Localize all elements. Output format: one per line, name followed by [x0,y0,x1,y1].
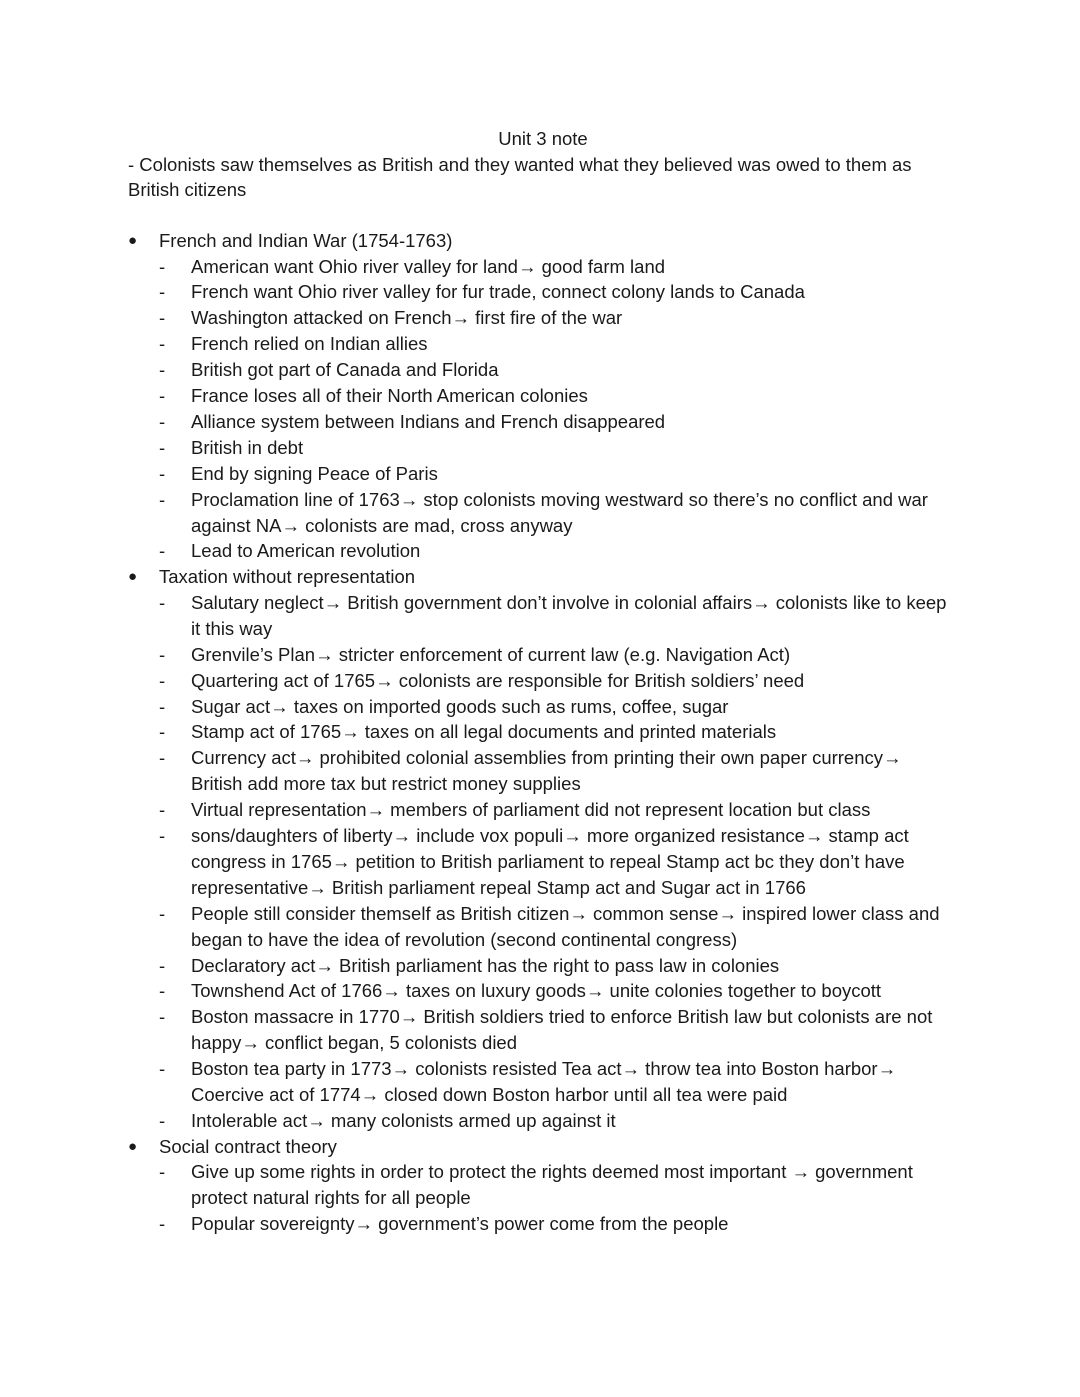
sub-item-text: Stamp act of 1765→ taxes on all legal documents and printed materials [191,721,777,743]
sub-item [159,383,958,409]
bullet-icon: ● [128,568,138,586]
sub-item [159,279,958,305]
sub-item-text: Washington attacked on French→ first fire of the war [191,307,623,329]
sub-item [159,1056,958,1108]
sub-item [159,797,958,823]
sub-item-text: British in debt [191,436,304,458]
sub-item [159,668,958,694]
sub-item [159,642,958,668]
sub-item-list [159,254,958,565]
sub-item-text: Intolerable act→ many colonists armed up against it [191,1110,616,1131]
sub-item-text: Popular sovereignty→ government’s power come from the people [191,1213,729,1235]
sub-item-text: Give up some rights in order to protect the rights deemed most important → government protect natural rights for all people [191,1161,913,1209]
dash-icon: - [159,1161,166,1183]
dash-icon: - [159,980,166,1002]
dash-icon: - [159,333,166,355]
dash-icon: - [159,488,166,510]
sub-item-text: Sugar act→ taxes on imported goods such as rums, coffee, sugar [191,695,729,717]
sub-item-text: Grenvile’s Plan→ stricter enforcement of current law (e.g. Navigation Act) [191,643,791,665]
sub-item [159,435,958,461]
sub-item [159,953,958,979]
sub-item-text: British got part of Canada and Florida [191,359,499,381]
dash-icon: - [159,721,166,743]
sub-item [159,1108,958,1134]
dash-icon: - [159,902,166,924]
sub-item [159,1004,958,1056]
sub-item-text: Townshend Act of 1766→ taxes on luxury goods→ unite colonies together to boycott [191,980,882,1002]
dash-icon: - [159,1058,166,1080]
sub-item [159,694,958,720]
sub-item-list [159,1159,958,1237]
dash-icon: - [159,643,166,665]
sub-item-text: Proclamation line of 1763→ stop colonists moving westward so there’s no conflict and war against NA→ colonists are mad, cross anyway [191,488,928,536]
sub-item-text: Currency act→ prohibited colonial assemblies from printing their own paper currency→ British add more tax but restrict money supplies [191,747,902,795]
dash-icon: - [159,669,166,691]
section-heading: French and Indian War (1754-1763) [159,230,453,251]
sub-item [159,409,958,435]
dash-icon: - [159,462,166,484]
bullet-icon: ● [128,232,138,249]
sub-item [159,538,958,564]
dash-icon: - [159,1213,166,1235]
sub-item [159,1211,958,1237]
sub-item-text: People still consider themself as British citizen→ common sense→ inspired lower class and began to have the idea of revolution (second continental congress) [191,902,940,950]
sub-item-text: Declaratory act→ British parliament has the right to pass law in colonies [191,954,780,976]
sub-item [159,1159,958,1211]
document-page [128,126,958,1237]
sub-item [159,357,958,383]
sub-item [159,719,958,745]
dash-icon: - [159,436,166,458]
intro-paragraph: - Colonists saw themselves as British and they wanted what they believed was owed to them as British citizens [128,153,912,200]
dash-icon: - [159,825,166,847]
dash-icon: - [159,799,166,821]
dash-icon: - [159,540,166,562]
sub-item-text: American want Ohio river valley for land→ good farm land [191,255,666,277]
dash-icon: - [159,1006,166,1028]
sub-item-text: Lead to American revolution [191,540,421,562]
sub-item [159,254,958,280]
dash-icon: - [159,359,166,381]
dash-icon: - [159,255,166,277]
sub-item [159,823,958,901]
sub-item-text: Boston tea party in 1773→ colonists resisted Tea act→ throw tea into Boston harbor→ Coercive act of 1774→ closed down Boston harbor until all tea were paid [191,1058,897,1106]
dash-icon: - [159,281,166,303]
sub-item [159,590,958,642]
sub-item-text: French want Ohio river valley for fur trade, connect colony lands to Canada [191,281,805,303]
sub-item [159,745,958,797]
section-heading: Social contract theory [159,1135,337,1157]
sub-item-text: Boston massacre in 1770→ British soldiers tried to enforce British law but colonists are not happy→ conflict began, 5 colonists died [191,1006,933,1054]
section-item [128,564,958,1134]
dash-icon: - [159,1110,166,1131]
sub-item [159,901,958,953]
sub-item-text: Virtual representation→ members of parliament did not represent location but class [191,799,871,821]
dash-icon: - [159,954,166,976]
sub-item [159,978,958,1004]
sub-item-text: France loses all of their North American colonies [191,385,588,407]
sub-item-text: French relied on Indian allies [191,333,428,355]
blank-line [128,203,958,229]
bullet-icon: ● [128,1137,138,1155]
sub-item-text: sons/daughters of liberty→ include vox populi→ more organized resistance→ stamp act congress in 1765→ petition to British parliament to repeal Stamp act bc they don’t have representative→ British parliament repeal Stamp act and Sugar act in 1766 [191,825,909,898]
page-title: Unit 3 note [498,128,588,149]
sub-item-text: Salutary neglect→ British government don’t involve in colonial affairs→ colonists like to keep it this way [191,591,947,639]
section-heading: Taxation without representation [159,566,416,588]
dash-icon: - [159,307,166,329]
section-item [128,228,958,564]
sub-item-list [159,590,958,1134]
sub-item [159,461,958,487]
dash-icon: - [159,695,166,717]
section-list [128,228,958,1237]
sub-item [159,331,958,357]
dash-icon: - [159,410,166,432]
dash-icon: - [159,747,166,769]
sub-item-text: Quartering act of 1765→ colonists are responsible for British soldiers’ need [191,669,805,691]
sub-item-text: End by signing Peace of Paris [191,462,438,484]
dash-icon: - [159,385,166,407]
sub-item [159,305,958,331]
dash-icon: - [159,591,166,613]
sub-item-text: Alliance system between Indians and French disappeared [191,410,666,432]
section-item [128,1134,958,1237]
sub-item [159,487,958,539]
